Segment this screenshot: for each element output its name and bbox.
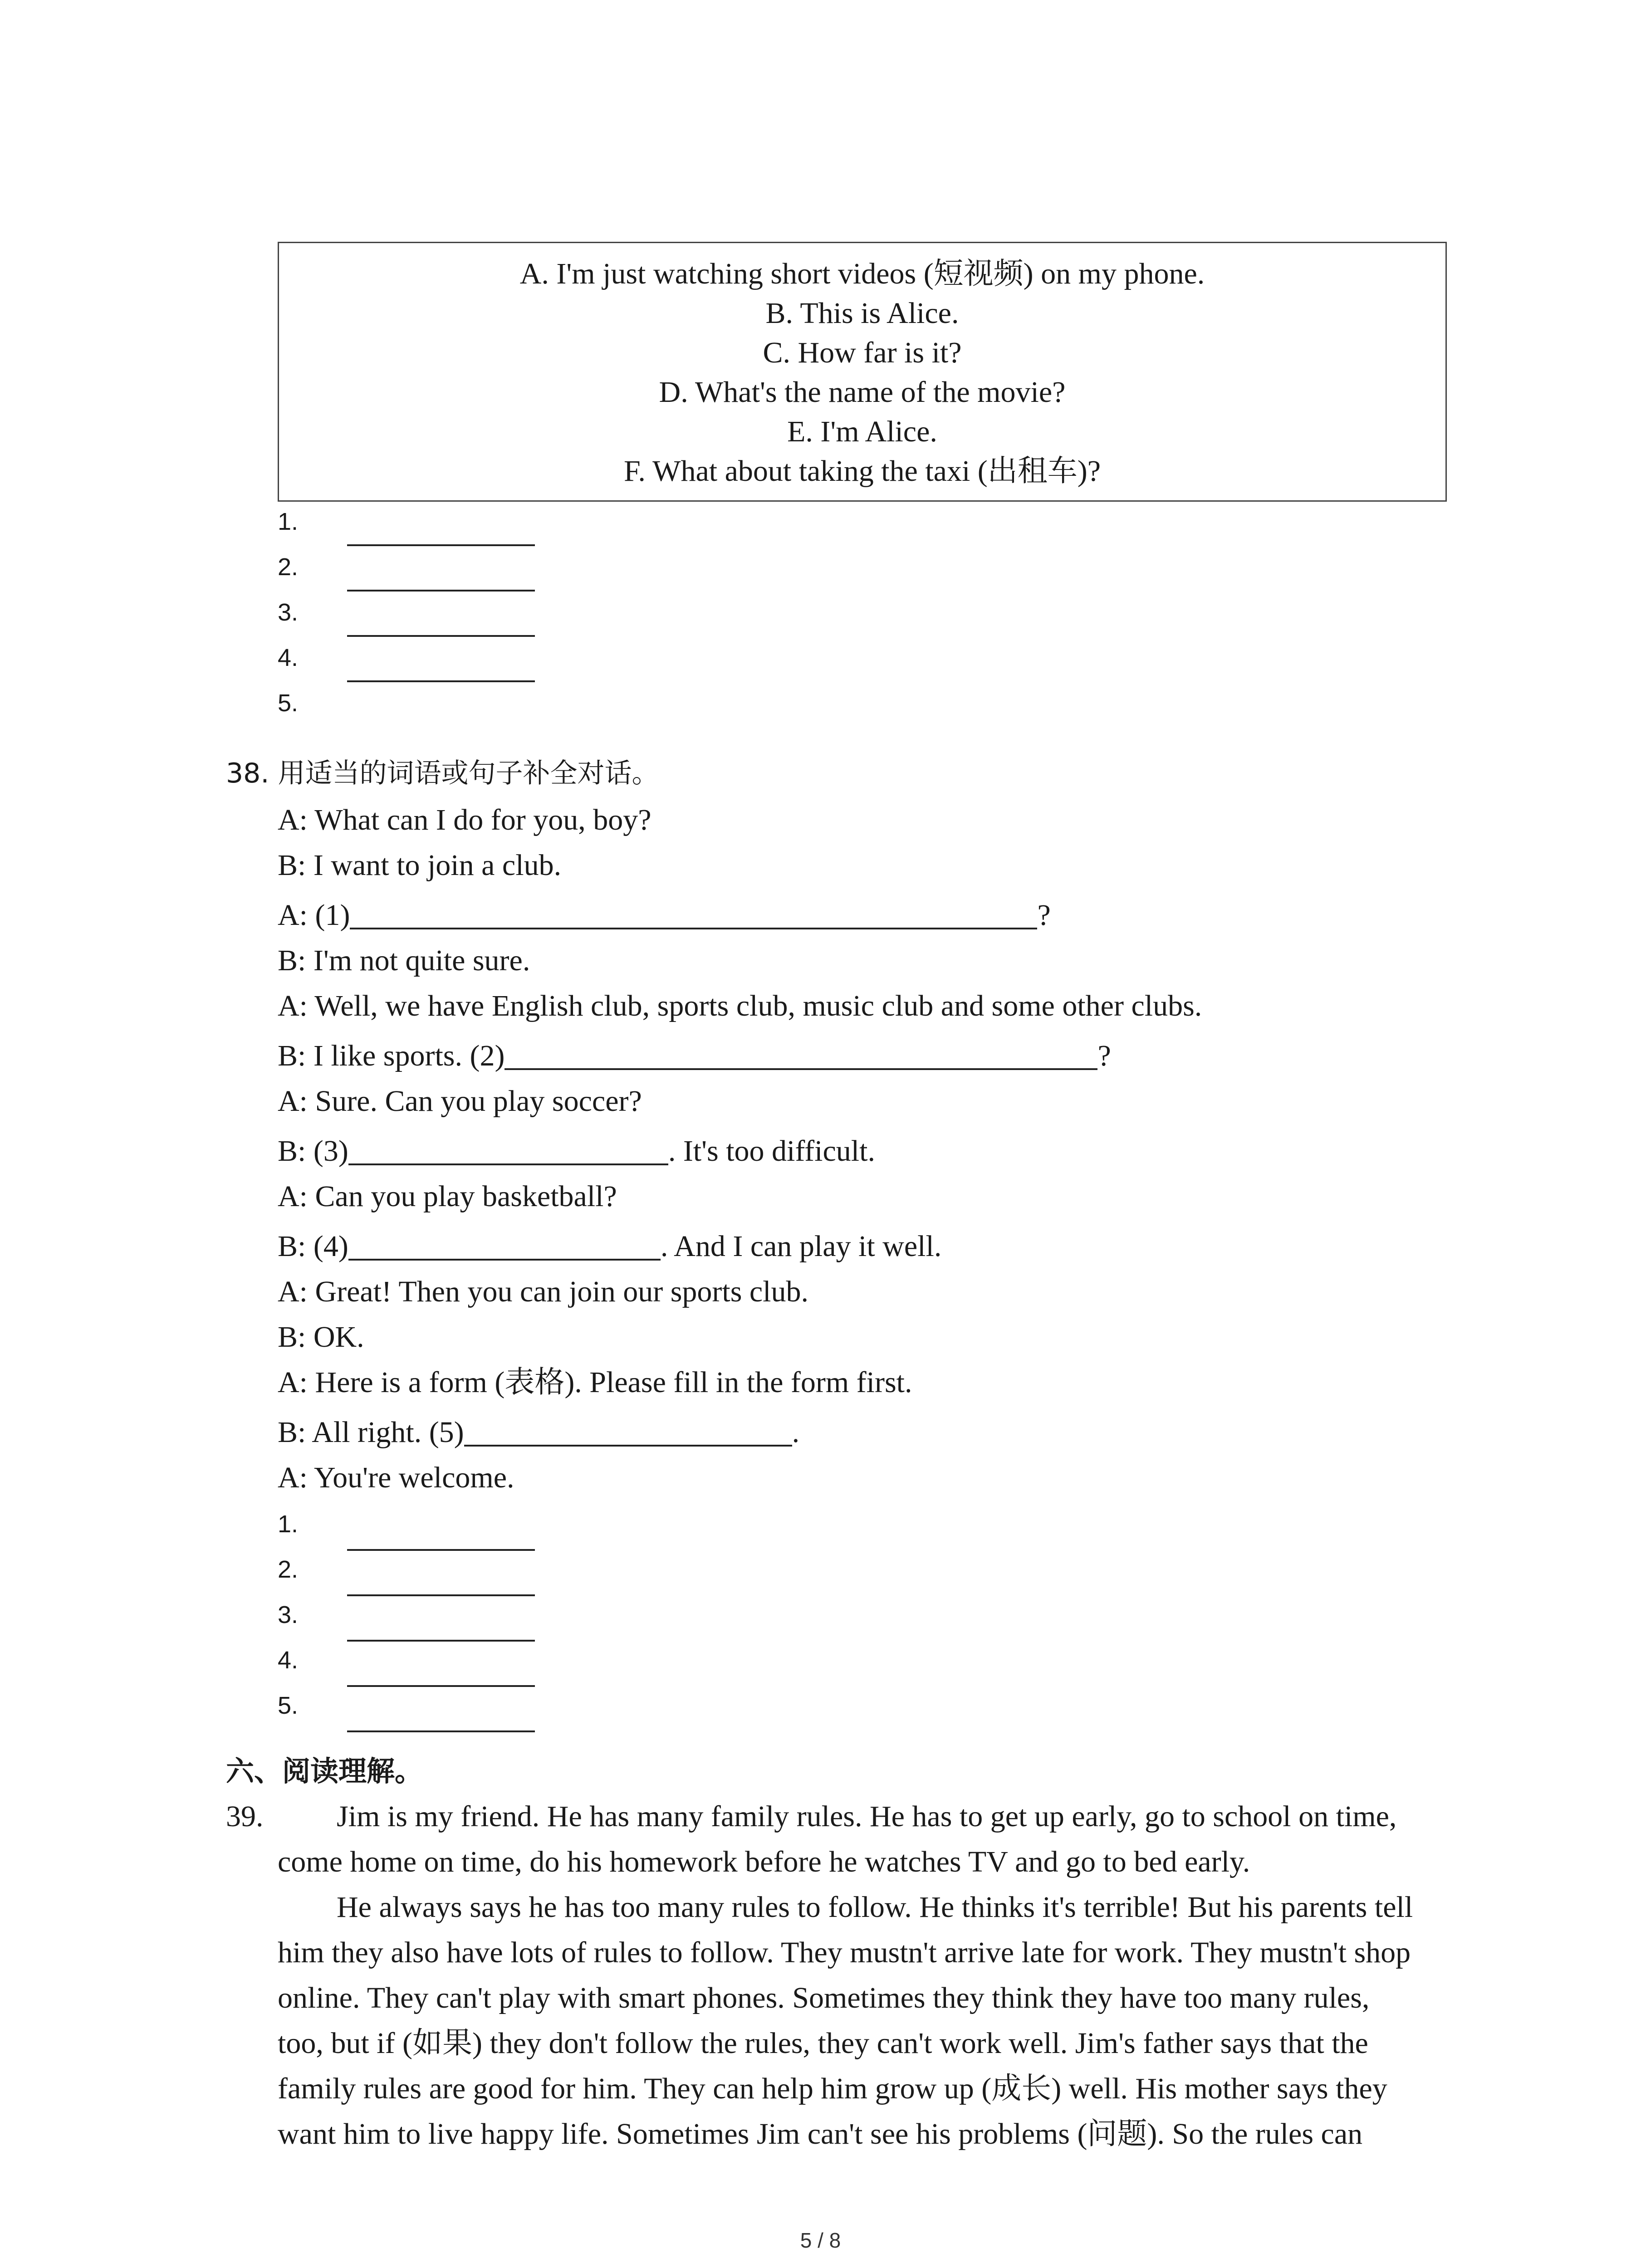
passage-line: him they also have lots of rules to follow. They mustn't arrive late for work. They mustn't shop bbox=[278, 1936, 1411, 1969]
fill-blank-3[interactable] bbox=[348, 1136, 668, 1165]
passage-line: want him to live happy life. Sometimes Jim can't see his problems (问题). So the rules can bbox=[278, 2117, 1363, 2151]
answer-number: 5. bbox=[278, 1692, 299, 1719]
dialogue-line: A: Here is a form (表格). Please fill in the form first. bbox=[278, 1366, 912, 1399]
dialogue-line: A: Great! Then you can join our sports club. bbox=[278, 1275, 809, 1308]
answer-number: 1. bbox=[278, 508, 299, 535]
page-number: 5 / 8 bbox=[800, 2229, 841, 2252]
dialogue-line: B: I'm not quite sure. bbox=[278, 944, 530, 977]
dialogue-line: A: Can you play basketball? bbox=[278, 1180, 617, 1213]
fill-blank-5[interactable] bbox=[464, 1418, 792, 1447]
option-c: C. How far is it? bbox=[763, 336, 962, 369]
dialogue-suffix: . It's too difficult. bbox=[668, 1134, 875, 1168]
dialogue-line-5 bbox=[278, 1414, 799, 1451]
dialogue-line-1 bbox=[278, 897, 1051, 934]
dialogue-line: A: Sure. Can you play soccer? bbox=[278, 1085, 642, 1118]
answer-number: 3. bbox=[278, 1601, 299, 1628]
dialogue-suffix: . bbox=[792, 1416, 800, 1449]
answer-blank[interactable] bbox=[347, 1730, 535, 1732]
passage-line: Jim is my friend. He has many family rules. He has to get up early, go to school on time, bbox=[337, 1800, 1397, 1833]
dialogue-line-2 bbox=[278, 1038, 1111, 1074]
passage-line: family rules are good for him. They can help him grow up (成长) well. His mother says they bbox=[278, 2072, 1387, 2105]
dialogue-line: A: What can I do for you, boy? bbox=[278, 803, 652, 836]
answer-blank[interactable] bbox=[347, 680, 535, 682]
passage-line: He always says he has too many rules to follow. He thinks it's terrible! But his parents tell bbox=[337, 1891, 1413, 1924]
question-38-title: 38. 用适当的词语或句子补全对话。 bbox=[226, 758, 659, 789]
answer-blank[interactable] bbox=[347, 590, 535, 591]
answer-blank[interactable] bbox=[347, 1549, 535, 1551]
passage-line: too, but if (如果) they don't follow the rules, they can't work well. Jim's father says that the bbox=[278, 2027, 1368, 2060]
passage-line: come home on time, do his homework before he watches TV and go to bed early. bbox=[278, 1845, 1250, 1878]
answer-number: 2. bbox=[278, 553, 299, 581]
dialogue-line-4 bbox=[278, 1228, 941, 1265]
dialogue-line: A: Well, we have English club, sports club, music club and some other clubs. bbox=[278, 989, 1202, 1022]
option-d: D. What's the name of the movie? bbox=[659, 376, 1066, 409]
answer-blank[interactable] bbox=[347, 635, 535, 637]
dialogue-line: B: I want to join a club. bbox=[278, 849, 562, 882]
fill-blank-4[interactable] bbox=[348, 1232, 661, 1261]
options-box bbox=[278, 242, 1447, 502]
answer-number: 2. bbox=[278, 1556, 299, 1583]
answer-number: 5. bbox=[278, 689, 299, 717]
answer-number: 1. bbox=[278, 1510, 299, 1538]
option-f: F. What about taking the taxi (出租车)? bbox=[623, 455, 1101, 488]
dialogue-prefix: B: I like sports. (2) bbox=[278, 1039, 505, 1072]
answer-number: 4. bbox=[278, 1647, 299, 1674]
dialogue-prefix: B: (3) bbox=[278, 1134, 348, 1168]
fill-blank-2[interactable] bbox=[505, 1041, 1097, 1070]
dialogue-suffix: ? bbox=[1037, 899, 1051, 932]
answer-blank[interactable] bbox=[347, 1685, 535, 1687]
dialogue-suffix: . And I can play it well. bbox=[660, 1230, 942, 1263]
dialogue-prefix: B: (4) bbox=[278, 1230, 348, 1263]
section-title: 六、阅读理解。 bbox=[226, 1755, 423, 1788]
dialogue-prefix: B: All right. (5) bbox=[278, 1416, 464, 1449]
passage-line: online. They can't play with smart phones. Sometimes they think they have too many rules, bbox=[278, 1981, 1370, 2014]
option-b: B. This is Alice. bbox=[765, 297, 959, 330]
question-number: 39. bbox=[226, 1800, 264, 1833]
dialogue-suffix: ? bbox=[1097, 1039, 1111, 1072]
option-e: E. I'm Alice. bbox=[787, 415, 937, 448]
answer-blank[interactable] bbox=[347, 1594, 535, 1596]
answer-blank[interactable] bbox=[347, 1640, 535, 1642]
dialogue-line-3 bbox=[278, 1133, 875, 1169]
fill-blank-1[interactable] bbox=[350, 900, 1037, 929]
answer-number: 4. bbox=[278, 644, 299, 671]
option-a: A. I'm just watching short videos (短视频) on my phone. bbox=[519, 257, 1205, 290]
dialogue-prefix: A: (1) bbox=[278, 899, 350, 932]
dialogue-line: A: You're welcome. bbox=[278, 1461, 514, 1494]
answer-number: 3. bbox=[278, 599, 299, 626]
dialogue-line: B: OK. bbox=[278, 1320, 364, 1354]
answer-blank[interactable] bbox=[347, 544, 535, 546]
